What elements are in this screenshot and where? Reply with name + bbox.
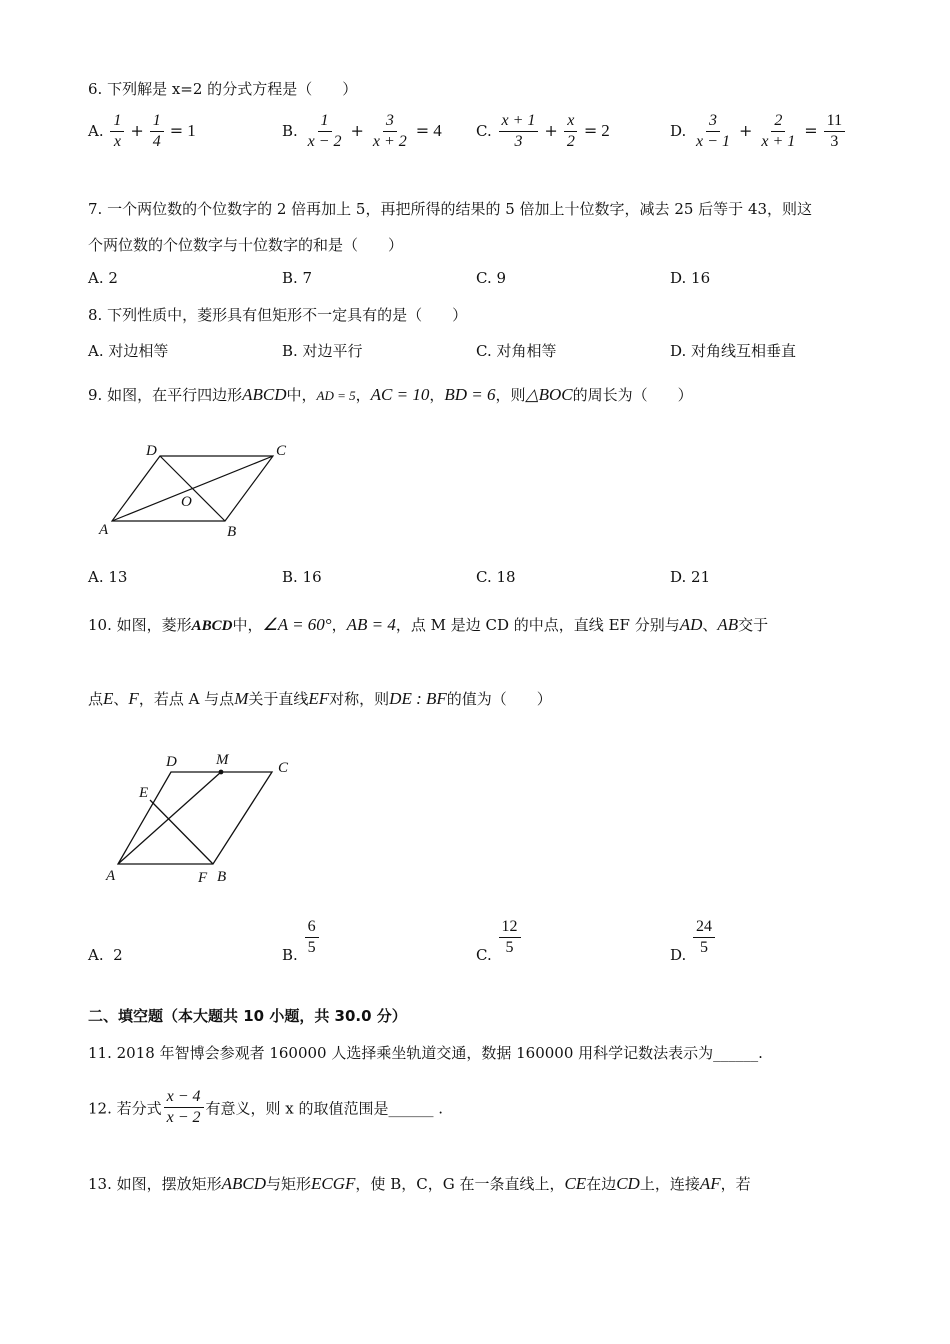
label-c: C	[278, 760, 289, 776]
q8-option-b[interactable]: B. 对边平行	[282, 342, 363, 360]
q6-option-a[interactable]: A. $\frac{1}{x}$ + $\frac{1}{4}$ = 1	[88, 112, 196, 151]
q9-option-c[interactable]: C. 18	[476, 568, 516, 586]
fraction: $\frac{2}{x + 1}$	[761, 112, 796, 151]
fraction: $\frac{x + 1}{3}$	[499, 112, 539, 152]
q7-option-a[interactable]: A. 2	[88, 269, 118, 287]
q10-option-a[interactable]: A. 2	[88, 946, 123, 964]
fraction: $\frac{3}{x + 2}$	[372, 112, 407, 151]
fraction: $\frac{1}{4}$	[150, 112, 164, 152]
q9-option-b[interactable]: B. 16	[282, 568, 322, 586]
diagonal-bd	[160, 456, 225, 521]
q10-stem-line1: 10. 如图，菱形ABCD中，∠A = 60°，AB = 4，点 M 是边 CD 的中点，直线 EF 分别与AD、AB交于	[88, 615, 769, 634]
q8-stem: 8. 下列性质中，菱形具有但矩形不一定具有的是（ ）	[88, 306, 468, 324]
q7-option-b[interactable]: B. 7	[282, 269, 313, 287]
q7-option-d[interactable]: D. 16	[670, 269, 711, 287]
fraction: $\frac{x - 4}{x - 2}$	[164, 1088, 204, 1128]
q6-option-b[interactable]: B. $\frac{1}{x - 2}$ + $\frac{3}{x + 2}$ = 4	[282, 112, 442, 151]
q13-stem: 13. 如图，摆放矩形ABCD与矩形ECGF，使 B，C，G 在一条直线上，CE在边CD上，连接AF，若	[88, 1174, 751, 1193]
q10-option-c[interactable]: C. $\frac{12}{5}$	[476, 918, 523, 958]
fraction: $\frac{12}{5}$	[499, 918, 521, 958]
label-f: F	[198, 870, 208, 886]
section-title: 二、填空题（本大题共 10 小题，共 30.0 分）	[88, 1007, 407, 1025]
label-d: D	[146, 443, 157, 459]
label-e: E	[139, 785, 149, 801]
label-b: B	[227, 524, 237, 540]
q7-stem-line2: 个两位数的个位数字与十位数字的和是（ ）	[88, 236, 404, 254]
fraction: $\frac{24}{5}$	[693, 918, 715, 958]
q10-option-b[interactable]: B. $\frac{6}{5}$	[282, 918, 321, 958]
label-o: O	[181, 494, 192, 510]
line-ef	[150, 800, 213, 864]
q7-option-c[interactable]: C. 9	[476, 269, 507, 287]
q9-stem: 9. 如图，在平行四边形ABCD中，AD = 5，AC = 10，BD = 6，则△BOC的周长为（ ）	[88, 385, 693, 404]
fraction: $\frac{6}{5}$	[305, 918, 319, 958]
q12-stem: 12. 若分式 $\frac{x - 4}{x - 2}$ 有意义，则 x 的取值范围是______ .	[88, 1088, 444, 1127]
q6-option-d[interactable]: D. $\frac{3}{x - 1}$ + $\frac{2}{x + 1}$ = $\frac{11}{3}$	[670, 112, 847, 152]
q6-option-c[interactable]: C. $\frac{x + 1}{3}$ + $\frac{x}{2}$ = 2	[476, 112, 610, 151]
q11-stem: 11. 2018 年智博会参观者 160000 人选择乘坐轨道交通，数据 160000 用科学记数法表示为______.	[88, 1044, 763, 1062]
label-a: A	[106, 868, 116, 884]
q7-stem-line1: 7. 一个两位数的个位数字的 2 倍再加上 5，再把所得的结果的 5 倍加上十位数字，减去 25 后等于 43，则这	[88, 200, 813, 218]
label-d: D	[166, 754, 177, 770]
fraction: $\frac{x}{2}$	[564, 112, 578, 152]
q9-option-d[interactable]: D. 21	[670, 568, 711, 586]
q9-option-a[interactable]: A. 13	[88, 568, 128, 586]
point-m	[219, 770, 224, 775]
q10-option-d[interactable]: D. $\frac{24}{5}$	[670, 918, 717, 958]
q8-option-d[interactable]: D. 对角线互相垂直	[670, 342, 797, 360]
q8-option-c[interactable]: C. 对角相等	[476, 342, 557, 360]
fraction: $\frac{1}{x}$	[110, 112, 124, 152]
label-c: C	[276, 443, 287, 459]
segment-am	[118, 772, 221, 864]
q10-stem-line2: 点E、F，若点 A 与点M关于直线EF对称，则DE : BF的值为（ ）	[88, 689, 552, 708]
label-a: A	[99, 522, 109, 538]
fraction: $\frac{11}{3}$	[824, 112, 845, 152]
label-b: B	[217, 869, 227, 885]
fraction: $\frac{3}{x - 1}$	[696, 112, 730, 151]
label-m: M	[216, 752, 229, 768]
q8-option-a[interactable]: A. 对边相等	[88, 342, 169, 360]
q6-stem: 6. 下列解是 x=2 的分式方程是（ ）	[88, 80, 358, 98]
fraction: $\frac{1}{x - 2}$	[307, 112, 342, 151]
